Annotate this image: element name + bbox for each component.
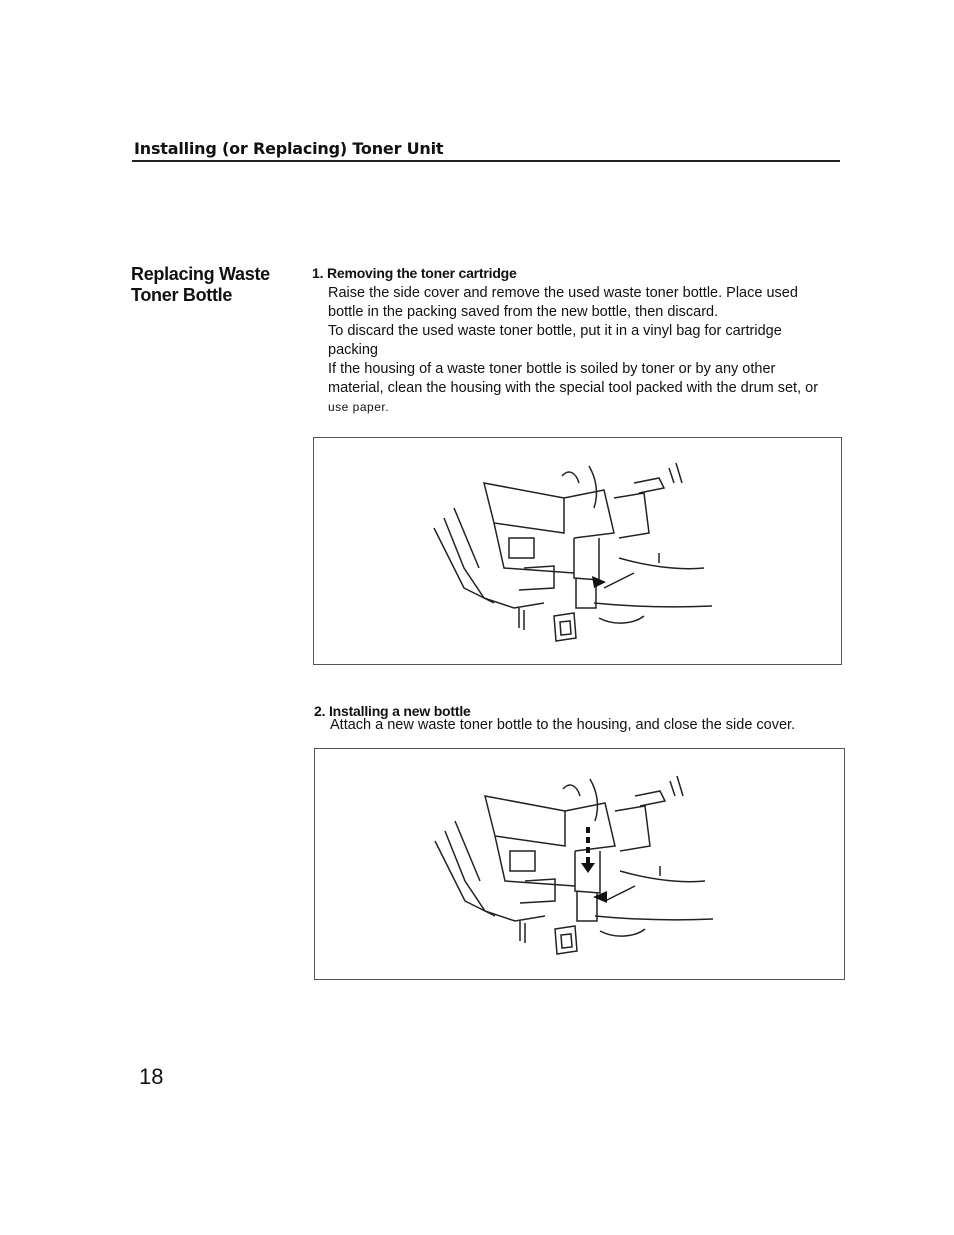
header-rule bbox=[132, 160, 840, 162]
step-1-line: To discard the used waste toner bottle, put it in a vinyl bag for cartridge bbox=[328, 323, 782, 339]
installing-bottle-illustration bbox=[314, 748, 845, 980]
step-1-heading: 1. Removing the toner cartridge bbox=[312, 265, 517, 281]
removing-bottle-drawing bbox=[314, 438, 841, 664]
installing-bottle-drawing bbox=[315, 749, 844, 979]
step-1-line: packing bbox=[328, 342, 378, 358]
step-1-line: If the housing of a waste toner bottle is soiled by toner or by any other bbox=[328, 361, 776, 377]
step-1-line: bottle in the packing saved from the new bottle, then discard. bbox=[328, 304, 719, 320]
step-1-body bbox=[328, 284, 838, 417]
section-title bbox=[131, 264, 301, 306]
step-1-line: material, clean the housing with the special tool packed with the drum set, or bbox=[328, 380, 819, 396]
section-title-line1: Replacing Waste bbox=[131, 264, 270, 284]
removing-bottle-illustration bbox=[313, 437, 842, 665]
page-number: 18 bbox=[139, 1064, 164, 1089]
step-1-line: use paper. bbox=[328, 400, 390, 414]
step-2-heading: 2. Installing a new bottle bbox=[314, 703, 471, 719]
section-title-line2: Toner Bottle bbox=[131, 285, 233, 305]
step-1-line: Raise the side cover and remove the used waste toner bottle. Place used bbox=[328, 285, 798, 301]
page-header-title: Installing (or Replacing) Toner Unit bbox=[134, 139, 444, 158]
step-2-line: Attach a new waste toner bottle to the housing, and close the side cover. bbox=[330, 717, 796, 733]
step-2-body bbox=[330, 716, 840, 735]
